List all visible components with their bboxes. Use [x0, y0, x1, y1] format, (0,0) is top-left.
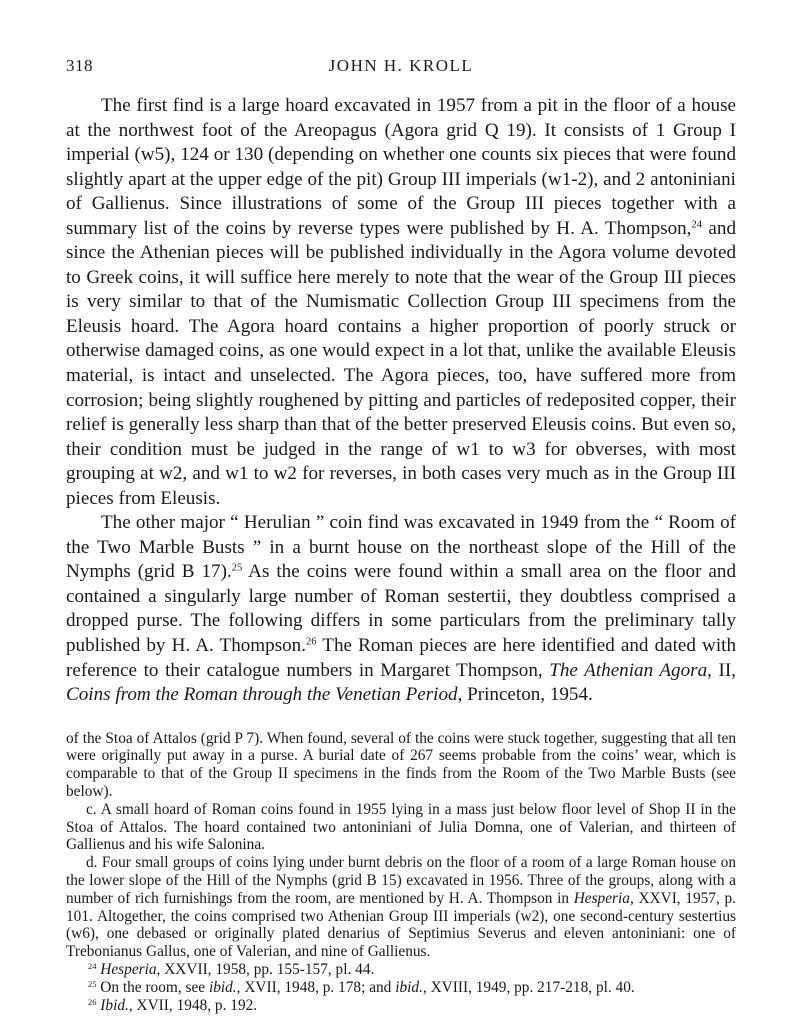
- text-run: , XVII, 1948, p. 178; and: [236, 978, 396, 996]
- text-run: of the Stoa of Attalos (grid P 7). When found, several of the coins were stuck together, suggesting that all ten were originally put away in a purse. A burial date of 267 seems probable from the coins’ wear, which is comparable to that of the Group II specimens in the finds from the Room of the Two Marble Busts (see below).: [66, 729, 736, 801]
- text-run: The Roman pieces are here identified and dated with reference to their catalogue numbers in Margaret Thompson,: [66, 635, 736, 681]
- footnote: [66, 961, 736, 979]
- italic-text: Hesperia: [573, 889, 630, 907]
- note-paragraph: [66, 801, 736, 854]
- footnote: [66, 979, 736, 997]
- note-paragraph: [66, 730, 736, 801]
- footnote-reference: 25: [231, 563, 243, 575]
- italic-text: ibid.: [208, 978, 237, 996]
- note-paragraph: [66, 854, 736, 961]
- book-page: [66, 56, 736, 1014]
- text-run: , Princeton, 1954.: [457, 684, 593, 706]
- footnote-reference: 25: [88, 978, 97, 989]
- body-paragraph: [66, 511, 736, 707]
- text-run: c. A small hoard of Roman coins found in 1955 lying in a mass just below floor level of Shop II in the Stoa of Attalos. The hoard contained two antoniniani of Julia Domna, one of Valerian, and thirteen of Gallienus and his wife Salonina.: [66, 800, 736, 854]
- running-head: [66, 56, 736, 86]
- footnote: [66, 997, 736, 1015]
- continued-notes: [66, 730, 736, 1015]
- italic-text: The Athenian Agora: [549, 659, 708, 681]
- italic-text: Ibid.: [100, 996, 129, 1014]
- footnote-reference: 24: [88, 960, 97, 971]
- text-run: , XXVII, 1958, pp. 155-157, pl. 44.: [156, 961, 375, 979]
- text-run: , XVIII, 1949, pp. 217-218, pl. 40.: [422, 978, 635, 996]
- page-number: 318: [66, 56, 93, 75]
- text-run: and since the Athenian pieces will be published individually in the Agora volume devoted to Greek coins, it will suffice here merely to note that the wear of the Group III pieces is very similar to that of the Numismatic Collection Group III specimens from the Eleusis hoard. The Agora hoard contains a higher proportion of poorly struck or otherwise damaged coins, as one would expect in a lot that, unlike the available Eleusis material, is intact and unselected. The Agora pieces, too, have suffered more from corrosion; being slightly roughened by pitting and particles of redeposited copper, their relief is generally less sharp than that of the better preserved Eleusis coins. But even so, their condition must be judged in the range of w1 to w3 for obverses, with most grouping at w2, and w1 to w2 for reverses, in both cases very much as in the Group III pieces from Eleusis.: [66, 217, 736, 509]
- body-paragraph: [66, 94, 736, 511]
- main-text: [66, 94, 736, 708]
- footnote-reference: 26: [306, 636, 317, 648]
- text-run: , XVII, 1948, p. 192.: [128, 996, 258, 1014]
- text-run: The other major “ Herulian ” coin find was excavated in 1949 from the “ Room of the Two Marble Busts ” in a burnt house on the northeast slope of the Hill of the Nymphs (grid B 17).: [66, 512, 736, 583]
- text-run: , II,: [707, 659, 737, 681]
- text-run: As the coins were found within a small area on the floor and contained a singularly large number of Roman sestertii, they doubtless comprised a dropped purse. The following differs in some particulars from the preliminary tally published by H. A. Thompson.: [66, 561, 736, 657]
- text-run: , XXVI, 1957, p. 101. Altogether, the coins comprised two Athenian Group III imperials (w2), one second-century sestertius (w6), one debased or originally plated denarius of Septimius Severus and eleven antoniniani: one of Trebonianus Gallus, one of Valerian, and nine of Gallienus.: [66, 889, 736, 961]
- footnote-reference: 26: [88, 996, 97, 1007]
- running-head-author: JOHN H. KROLL: [328, 56, 474, 75]
- footnote-reference: 24: [691, 219, 702, 231]
- text-run: The first find is a large hoard excavated in 1957 from a pit in the floor of a house at the northwest foot of the Areopagus (Agora grid Q 19). It consists of 1 Group I imperial (w5), 124 or 130 (depending on whether one counts six pieces that were found slightly apart at the upper edge of the pit) Group III imperials (w1-2), and 2 antoniniani of Gallienus. Since illustrations of some of the Group III pieces together with a summary list of the coins by reverse types were published by H. A. Thompson,: [66, 95, 736, 239]
- italic-text: Coins from the Roman through the Venetian Period: [66, 684, 458, 706]
- text-run: d. Four small groups of coins lying under burnt debris on the floor of a room of a large Roman house on the lower slope of the Hill of the Nymphs (grid B 15) excavated in 1956. Three of the groups, along with a number of rich furnishings from the room, are mentioned by H. A. Thompson in: [66, 854, 736, 907]
- text-run: On the room, see: [96, 978, 209, 996]
- italic-text: Hesperia: [100, 961, 157, 979]
- italic-text: ibid.: [395, 978, 423, 996]
